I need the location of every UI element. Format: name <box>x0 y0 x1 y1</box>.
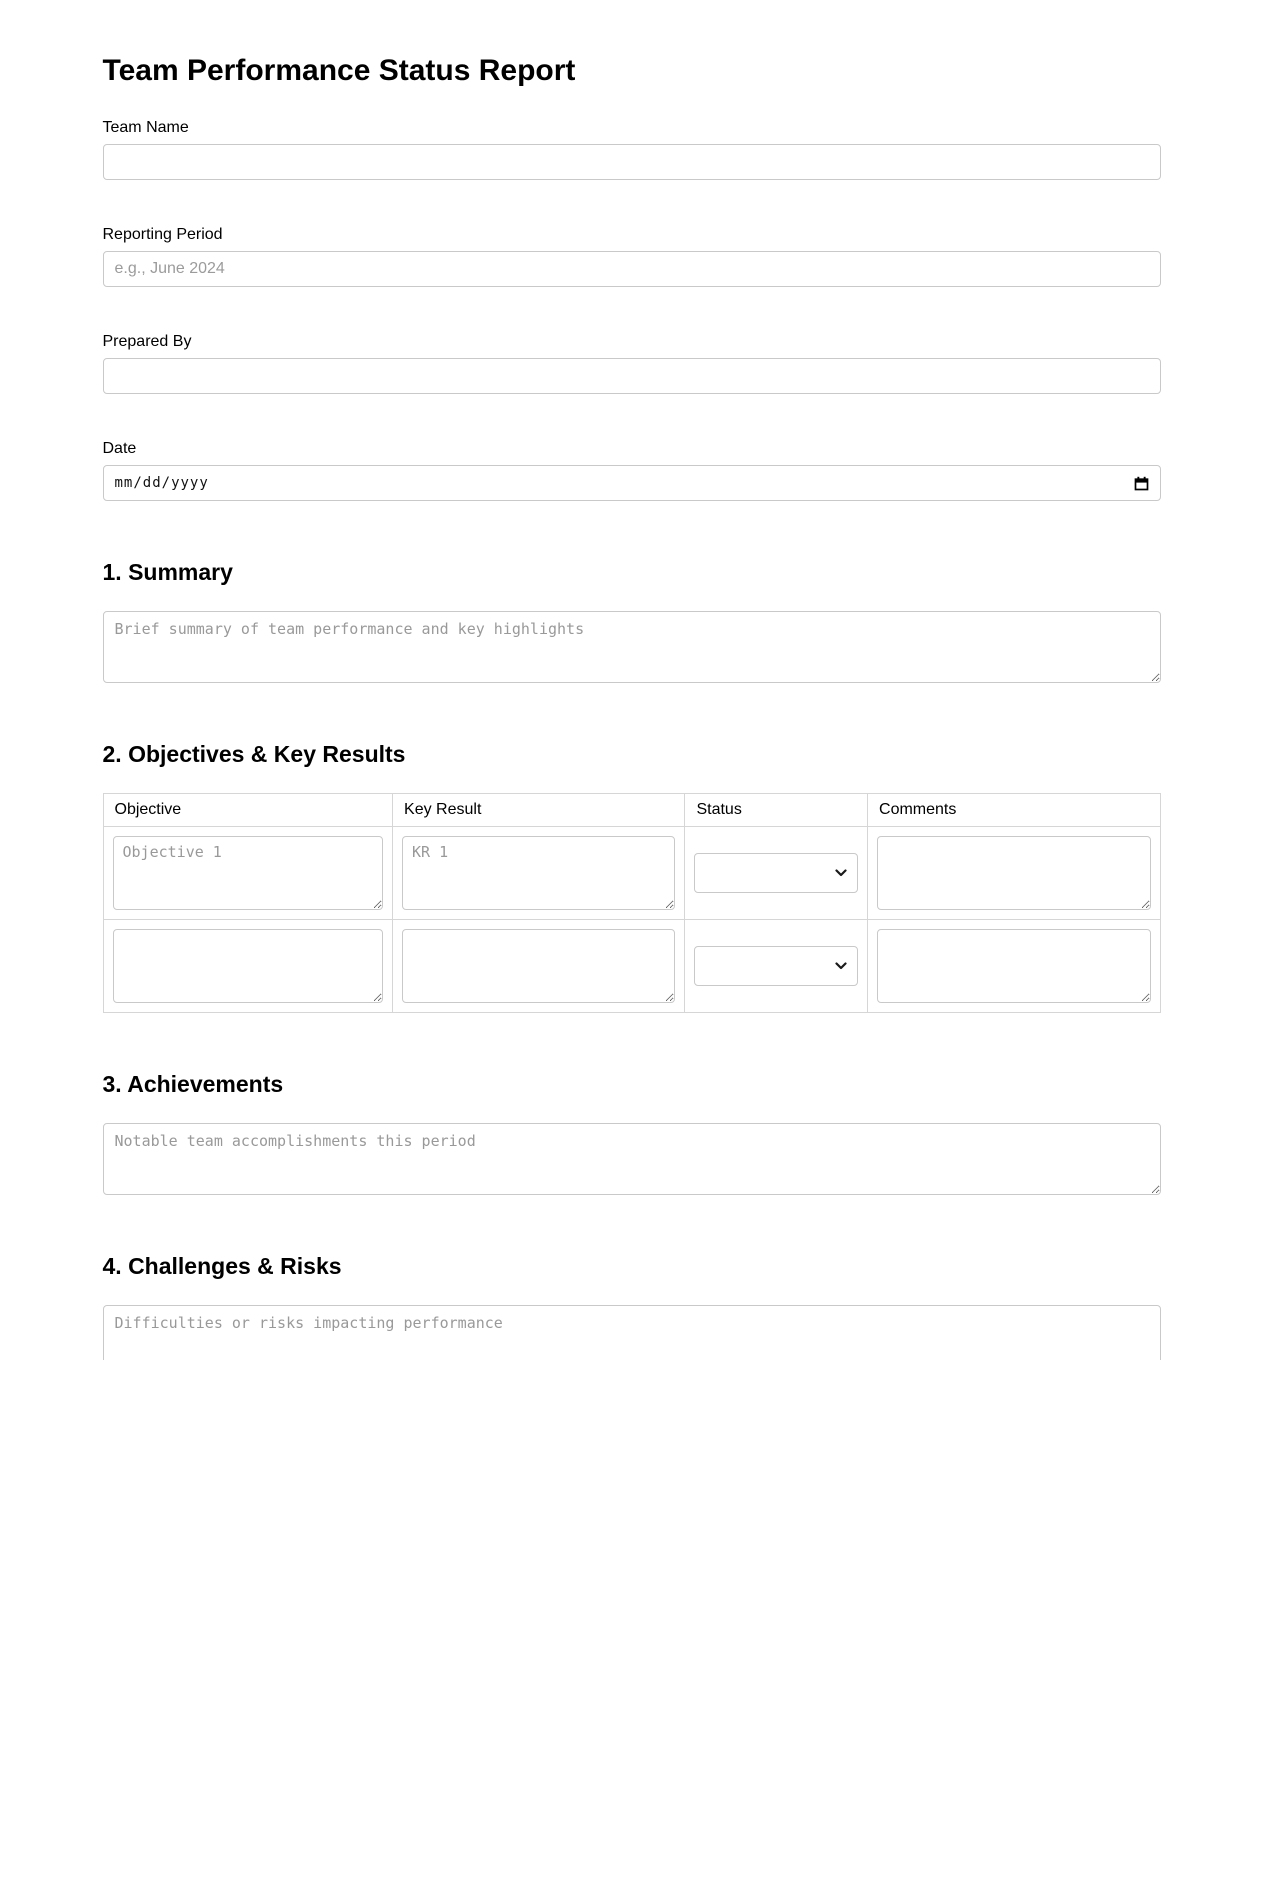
summary-textarea[interactable] <box>103 611 1161 683</box>
chevron-down-icon <box>835 962 847 970</box>
okr-header-comments: Comments <box>868 794 1160 827</box>
prepared-by-input[interactable] <box>103 358 1161 394</box>
achievements-textarea[interactable] <box>103 1123 1161 1195</box>
team-name-input[interactable] <box>103 144 1161 180</box>
team-name-label: Team Name <box>102 119 189 136</box>
page-title: Team Performance Status Report <box>102 54 576 87</box>
okr-row-1 <box>103 827 1160 920</box>
challenges-heading: 4. Challenges & Risks <box>102 1253 342 1279</box>
objective-1-textarea[interactable] <box>113 836 384 910</box>
team-name-field <box>103 119 1161 180</box>
okr-header-row <box>103 794 1160 827</box>
status-2-select[interactable] <box>694 946 858 986</box>
status-1-select[interactable] <box>694 853 858 893</box>
reporting-period-input[interactable] <box>103 251 1161 287</box>
objective-2-textarea[interactable] <box>113 929 384 1003</box>
report-form <box>103 0 1161 1360</box>
okr-table <box>103 793 1161 1013</box>
date-label: Date <box>102 440 137 457</box>
achievements-heading: 3. Achievements <box>102 1071 284 1097</box>
summary-heading: 1. Summary <box>102 559 233 585</box>
okr-row-2 <box>103 920 1160 1013</box>
key-result-2-textarea[interactable] <box>402 929 675 1003</box>
chevron-down-icon <box>835 869 847 877</box>
okr-header-key-result: Key Result <box>393 794 685 827</box>
okr-heading: 2. Objectives & Key Results <box>102 741 406 767</box>
comments-2-textarea[interactable] <box>877 929 1150 1003</box>
date-placeholder: mm/dd/yyyy <box>114 475 209 491</box>
challenges-textarea[interactable] <box>103 1305 1161 1360</box>
date-field <box>103 440 1161 501</box>
comments-1-textarea[interactable] <box>877 836 1150 910</box>
challenges-textarea-clipped-viewport <box>103 1305 1161 1360</box>
reporting-period-field <box>103 226 1161 287</box>
prepared-by-field <box>103 333 1161 394</box>
okr-header-status: Status <box>685 794 868 827</box>
calendar-icon[interactable] <box>1134 476 1149 491</box>
okr-header-objective: Objective <box>103 794 393 827</box>
reporting-period-label: Reporting Period <box>102 226 223 243</box>
key-result-1-textarea[interactable] <box>402 836 675 910</box>
prepared-by-label: Prepared By <box>102 333 192 350</box>
date-input[interactable] <box>103 465 1161 501</box>
